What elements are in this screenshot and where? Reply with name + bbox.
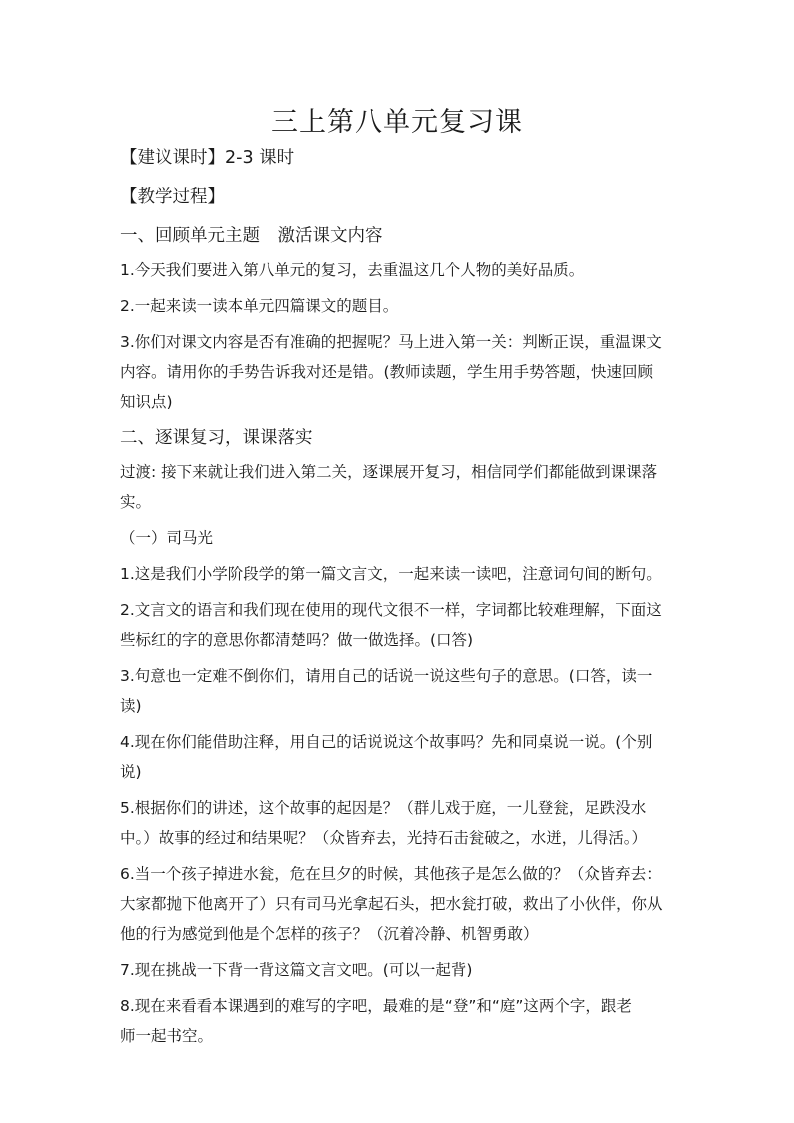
subsection-line: 说) xyxy=(120,763,142,781)
section1-line: 知识点) xyxy=(120,393,173,411)
section1-line: 1.今天我们要进入第八单元的复习，去重温这几个人物的美好品质。 xyxy=(120,261,585,279)
transition-line: 实。 xyxy=(120,493,152,511)
subsection-line: 师一起书空。 xyxy=(120,1027,214,1045)
section1-heading: 一、回顾单元主题 激活课文内容 xyxy=(120,226,383,246)
subsection-line: 2.文言文的语言和我们现在使用的现代文很不一样，字词都比较难理解，下面这 xyxy=(120,601,662,619)
subsection-line: 5.根据你们的讲述，这个故事的起因是？（群儿戏于庭，一儿登瓮，足跌没水 xyxy=(120,799,647,817)
subsection-line: 大家都抛下他离开了）只有司马光拿起石头，把水瓮打破，救出了小伙伴，你从 xyxy=(120,895,663,913)
suggested-hours: 【建议课时】2-3 课时 xyxy=(120,148,295,168)
subsection-line: 1.这是我们小学阶段学的第一篇文言文，一起来读一读吧，注意词句间的断句。 xyxy=(120,565,662,583)
document-body xyxy=(120,143,680,1051)
subsection-line: 8.现在来看看本课遇到的难写的字吧，最难的是“登”和“庭”这两个字，跟老 xyxy=(120,997,632,1015)
subsection-line: 些标红的字的意思你都清楚吗？做一做选择。(口答) xyxy=(120,631,474,649)
teaching-process-label: 【教学过程】 xyxy=(120,187,225,207)
subsection-heading: （一）司马光 xyxy=(120,529,214,547)
subsection-line: 读) xyxy=(120,697,142,715)
subsection-line: 7.现在挑战一下背一背这篇文言文吧。(可以一起背) xyxy=(120,961,473,979)
page-title: 三上第八单元复习课 xyxy=(271,107,523,138)
subsection-line: 6.当一个孩子掉进水瓮，危在旦夕的时候，其他孩子是怎么做的？（众皆弃去： xyxy=(120,865,662,883)
transition-line: 过渡: 接下来就让我们进入第二关，逐课展开复习，相信同学们都能做到课课落 xyxy=(120,463,658,481)
subsection-line: 3.句意也一定难不倒你们，请用自己的话说一说这些句子的意思。(口答，读一 xyxy=(120,667,653,685)
section2-heading: 二、逐课复习，课课落实 xyxy=(120,428,313,448)
subsection-line: 中。）故事的经过和结果呢？（众皆弃去，光持石击瓮破之，水迸，儿得活。） xyxy=(120,829,648,847)
section1-line: 内容。请用你的手势告诉我对还是错。(教师读题，学生用手势答题，快速回顾 xyxy=(120,363,654,381)
section1-line: 3.你们对课文内容是否有准确的把握呢？马上进入第一关：判断正误，重温课文 xyxy=(120,333,662,351)
subsection-line: 他的行为感觉到他是个怎样的孩子？（沉着冷静、机智勇敢） xyxy=(120,925,539,943)
subsection-line: 4.现在你们能借助注释，用自己的话说说这个故事吗？先和同桌说一说。(个别 xyxy=(120,733,653,751)
section1-line: 2.一起来读一读本单元四篇课文的题目。 xyxy=(120,297,399,315)
